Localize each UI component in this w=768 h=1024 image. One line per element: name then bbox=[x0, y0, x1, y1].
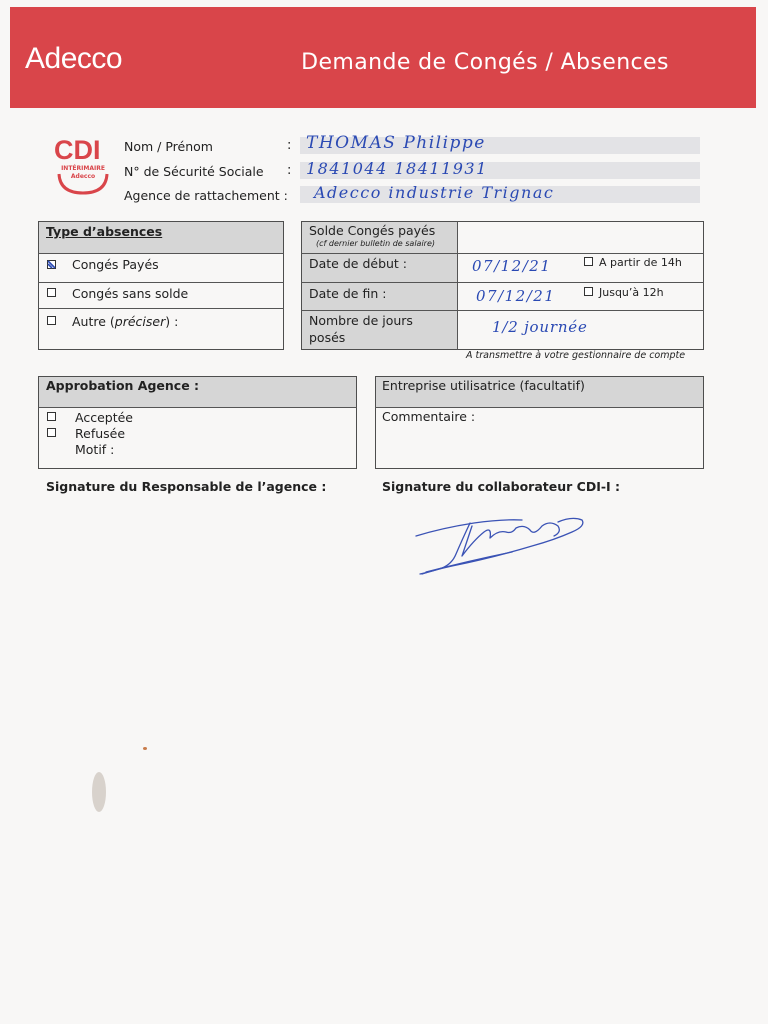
ss-value[interactable]: 1841044 18411931 bbox=[306, 159, 488, 178]
transmit-note: A transmettre à votre gestionnaire de compte bbox=[466, 350, 686, 361]
end-date-value[interactable]: 07/12/21 bbox=[476, 287, 556, 305]
scan-speck bbox=[92, 772, 106, 812]
label-reason: Motif : bbox=[75, 442, 115, 457]
start-date-value[interactable]: 07/12/21 bbox=[472, 257, 552, 275]
company-heading: Entreprise utilisatrice (facultatif) bbox=[382, 378, 585, 393]
label-until-12h: Jusqu’à 12h bbox=[599, 286, 664, 299]
absence-type-heading: Type d’absences bbox=[46, 224, 163, 239]
agency-value[interactable]: Adecco industrie Trignac bbox=[314, 183, 555, 202]
brand-logo-text: Adecco bbox=[25, 42, 123, 75]
end-date-label: Date de fin : bbox=[309, 286, 387, 301]
form-title: Demande de Congés / Absences bbox=[301, 50, 669, 75]
checkbox-from-14h[interactable] bbox=[584, 257, 593, 266]
label-from-14h: A partir de 14h bbox=[599, 256, 682, 269]
handwritten-signature bbox=[412, 510, 592, 580]
comment-label[interactable]: Commentaire : bbox=[382, 409, 476, 424]
checkbox-refused[interactable] bbox=[47, 428, 56, 437]
days-label-line1: Nombre de jours bbox=[309, 313, 413, 328]
name-value[interactable]: THOMAS Philippe bbox=[306, 133, 486, 153]
logo-line2: Adecco bbox=[70, 173, 96, 180]
label-autre: Autre (préciser) : bbox=[72, 314, 179, 329]
check-mark-icon bbox=[47, 260, 56, 269]
approval-heading: Approbation Agence : bbox=[46, 378, 200, 393]
days-label-line2: posés bbox=[309, 330, 346, 345]
agency-label: Agence de rattachement : bbox=[124, 188, 288, 203]
checkbox-until-12h[interactable] bbox=[584, 287, 593, 296]
balance-label: Solde Congés payés bbox=[309, 223, 436, 238]
logo-line1: INTÉRIMAIRE bbox=[61, 165, 105, 172]
balance-note: (cf dernier bulletin de salaire) bbox=[316, 239, 435, 248]
checkbox-conges-payes[interactable] bbox=[47, 260, 56, 269]
logo-cdi-text: CDI bbox=[54, 135, 101, 165]
label-refused: Refusée bbox=[75, 426, 126, 441]
checkbox-autre[interactable] bbox=[47, 316, 56, 325]
cdi-interimaire-logo bbox=[50, 133, 116, 197]
days-value[interactable]: 1/2 journée bbox=[492, 318, 588, 336]
scan-speck bbox=[143, 747, 147, 750]
label-accepted: Acceptée bbox=[75, 410, 133, 425]
start-date-label: Date de début : bbox=[309, 256, 408, 271]
checkbox-conges-sans-solde[interactable] bbox=[47, 288, 56, 297]
employee-signature-label: Signature du collaborateur CDI-I : bbox=[382, 479, 621, 494]
name-colon: : bbox=[287, 138, 292, 153]
name-label: Nom / Prénom bbox=[124, 139, 213, 154]
ss-colon: : bbox=[287, 163, 292, 178]
manager-signature-label: Signature du Responsable de l’agence : bbox=[46, 479, 327, 494]
label-conges-payes: Congés Payés bbox=[72, 257, 159, 272]
ss-label: N° de Sécurité Sociale bbox=[124, 164, 264, 179]
checkbox-accepted[interactable] bbox=[47, 412, 56, 421]
label-conges-sans-solde: Congés sans solde bbox=[72, 286, 189, 301]
